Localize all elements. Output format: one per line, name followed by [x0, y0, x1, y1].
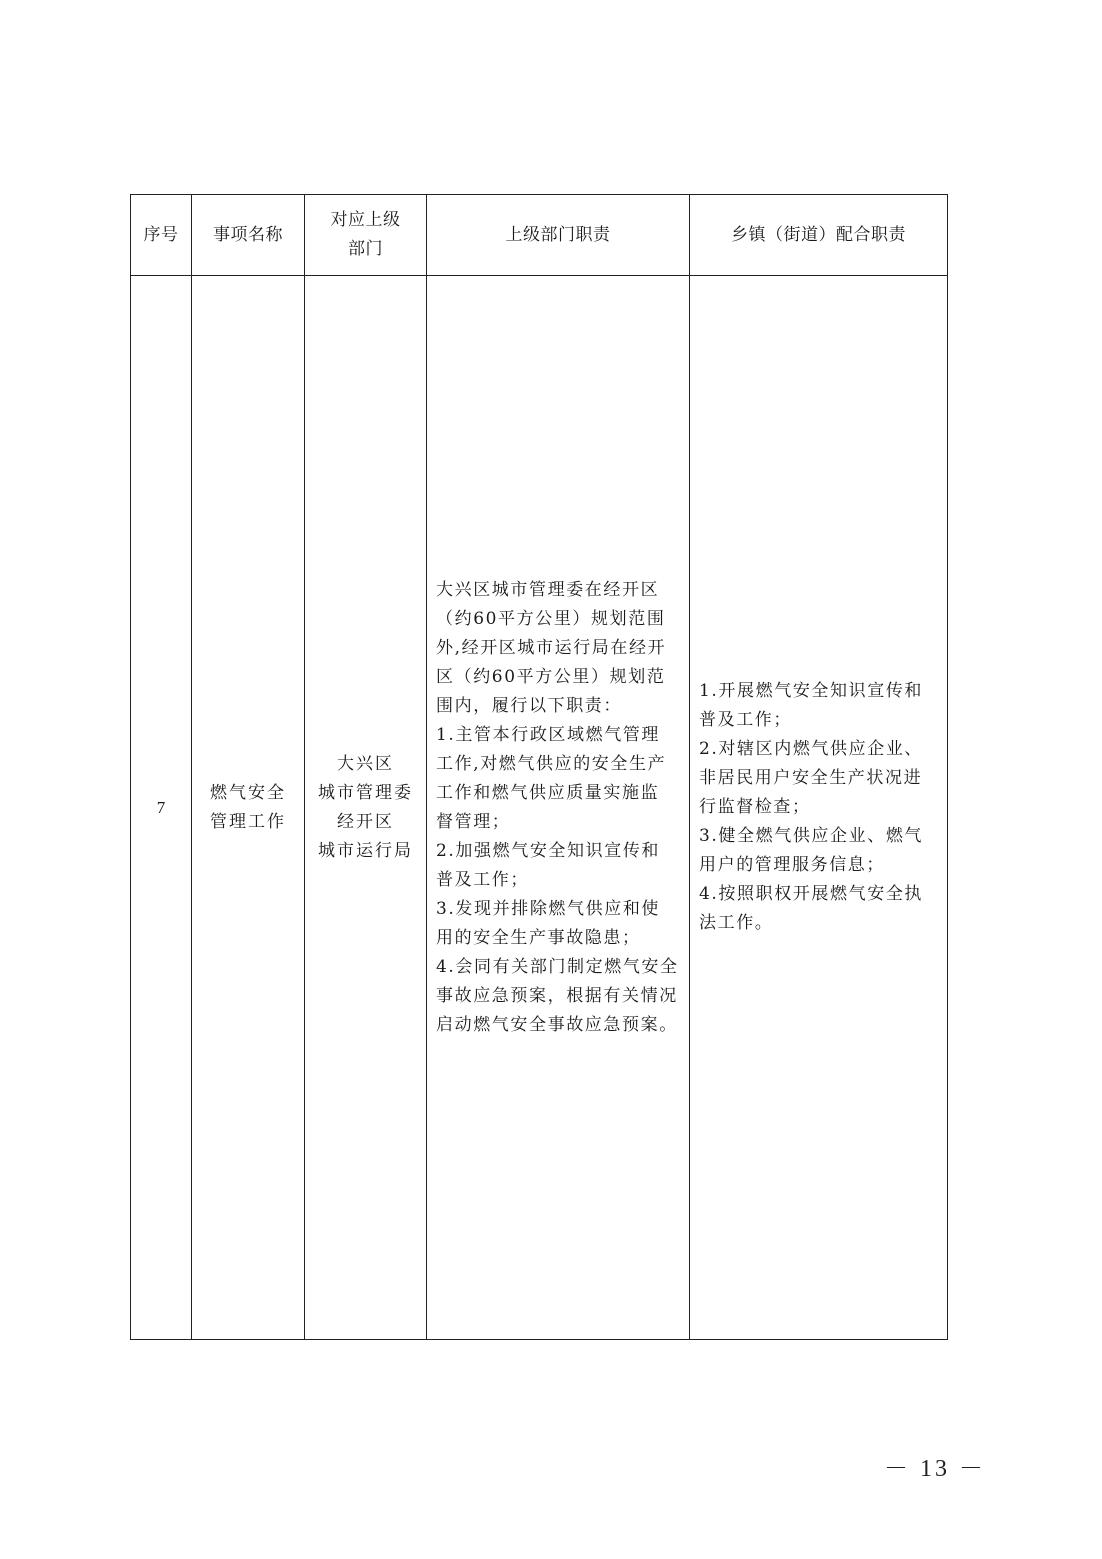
header-superior-dept-line1: 对应上级 [330, 210, 401, 230]
duty-line: 普及工作； [436, 869, 529, 890]
cell-town-duty [690, 276, 948, 1340]
header-superior-dept-line2: 部门 [348, 239, 383, 259]
header-seq: 序号 [131, 195, 192, 276]
duty-line: 大兴区城市管理委在经开区 [436, 579, 660, 600]
town-duty-line: 普及工作； [699, 710, 792, 730]
town-duty-line: 2.对辖区内燃气供应企业、 [699, 739, 924, 759]
duty-line: 区（约60平方公里）规划范 [436, 666, 666, 687]
duty-table [130, 194, 948, 1340]
header-superior-dept [305, 195, 427, 276]
dept-line: 大兴区 [337, 753, 394, 774]
duty-line: （约60平方公里）规划范围 [436, 608, 666, 629]
superior-duty-text [427, 576, 689, 1040]
cell-superior-dept [305, 276, 427, 1340]
duty-line: 启动燃气安全事故应急预案。 [436, 1014, 678, 1035]
duty-line: 2.加强燃气安全知识宣传和 [436, 840, 661, 861]
town-duty-line: 法工作。 [699, 913, 774, 933]
item-name-line: 管理工作 [210, 811, 286, 832]
town-duty-line: 非居民用户安全生产状况进 [699, 768, 923, 788]
cell-seq: 7 [131, 276, 192, 1340]
dept-line: 城市运行局 [318, 840, 413, 861]
header-superior-duty: 上级部门职责 [427, 195, 690, 276]
town-duty-line: 用户的管理服务信息； [699, 855, 885, 875]
table-header-row [131, 195, 948, 276]
header-town-duty: 乡镇（街道）配合职责 [690, 195, 948, 276]
cell-superior-duty [427, 276, 690, 1340]
town-duty-line: 4.按照职权开展燃气安全执 [699, 884, 924, 904]
duty-line: 3.发现并排除燃气供应和使 [436, 898, 661, 919]
header-item-name: 事项名称 [192, 195, 305, 276]
duty-line: 4.会同有关部门制定燃气安全 [436, 956, 679, 977]
duty-line: 督管理； [436, 811, 511, 832]
duty-line: 工作和燃气供应质量实施监 [436, 782, 660, 803]
duty-line: 用的安全生产事故隐患； [436, 927, 641, 948]
duty-line: 1.主管本行政区域燃气管理 [436, 724, 661, 745]
duty-line: 外,经开区城市运行局在经开 [436, 637, 667, 658]
duty-line: 围内，履行以下职责： [436, 695, 622, 716]
town-duty-text [690, 677, 947, 938]
item-name-line: 燃气安全 [210, 782, 286, 803]
duty-line: 工作,对燃气供应的安全生产 [436, 753, 667, 774]
cell-item-name [192, 276, 305, 1340]
duty-line: 事故应急预案，根据有关情况 [436, 985, 678, 1006]
town-duty-line: 3.健全燃气供应企业、燃气 [699, 826, 924, 846]
town-duty-line: 行监督检查； [699, 797, 811, 817]
dept-line: 城市管理委 [318, 782, 413, 803]
town-duty-line: 1.开展燃气安全知识宣传和 [699, 681, 924, 701]
table-row [131, 276, 948, 1340]
page-number: － 13 － [884, 1456, 986, 1482]
dept-line: 经开区 [337, 811, 394, 832]
